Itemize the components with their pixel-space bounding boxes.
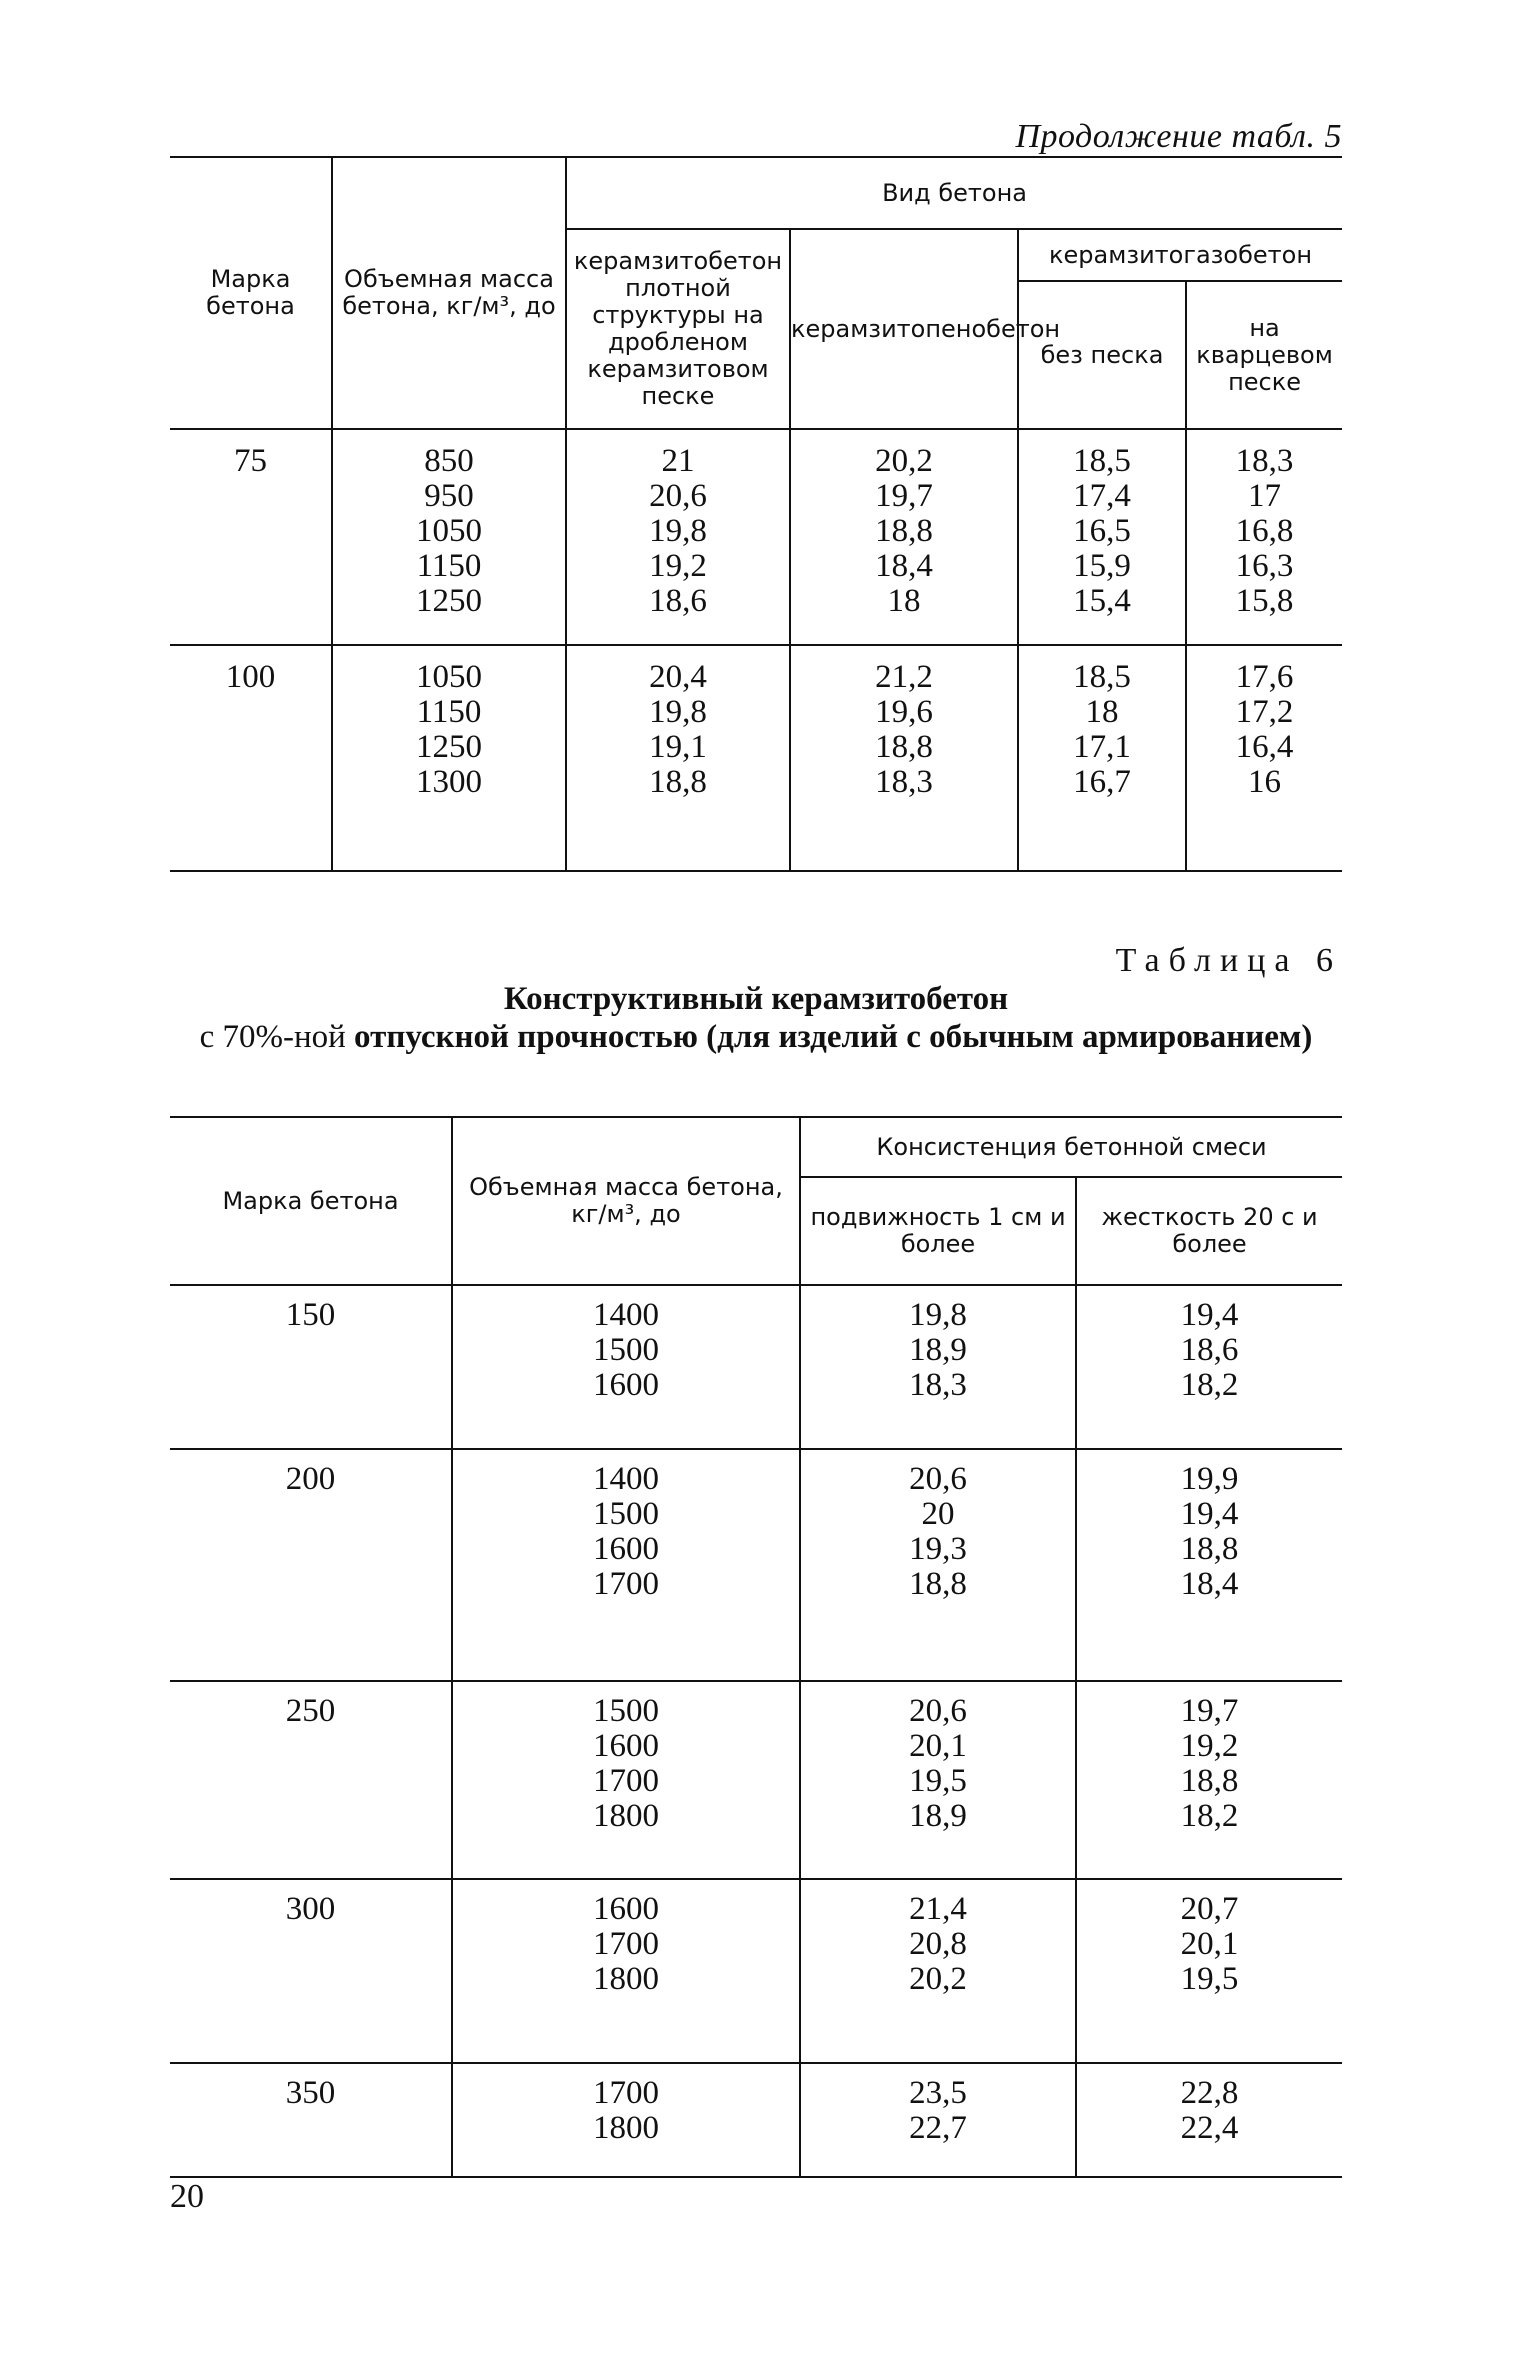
cell-c2: 22,8 22,4: [1076, 2063, 1342, 2177]
table-row: [170, 1285, 1342, 1449]
cell-c2: 21,2 19,6 18,8 18,3: [790, 645, 1018, 871]
cell-mass: 850 950 1050 1150 1250: [332, 429, 566, 645]
header-stiffness: жесткость 20 с и более: [1076, 1177, 1342, 1285]
header-foam-keramzit: керамзитопенобетон: [790, 229, 1018, 429]
title-percent-prefix: с 70%-ной: [199, 1019, 346, 1055]
table-row: [170, 645, 1342, 871]
table-row: [170, 429, 1342, 645]
cell-mark: 200: [170, 1449, 452, 1681]
cell-c1: 19,8 18,9 18,3: [800, 1285, 1076, 1449]
header-mass: Объемная масса бетона, кг/м³, до: [332, 157, 566, 429]
cell-c3: 18,5 18 17,1 16,7: [1018, 645, 1186, 871]
cell-mass: 1500 1600 1700 1800: [452, 1681, 800, 1879]
cell-c1: 21 20,6 19,8 19,2 18,6: [566, 429, 790, 645]
header-mass: Объемная масса бетона, кг/м³, до: [452, 1117, 800, 1285]
cell-c4: 17,6 17,2 16,4 16: [1186, 645, 1342, 871]
header-mark: Марка бетона: [170, 1117, 452, 1285]
cell-mass: 1400 1500 1600 1700: [452, 1449, 800, 1681]
header-mobility: подвижность 1 см и более: [800, 1177, 1076, 1285]
table-number: Таблица 6: [1115, 942, 1342, 979]
table-row: [170, 2063, 1342, 2177]
cell-c2: 19,4 18,6 18,2: [1076, 1285, 1342, 1449]
header-gas-keramzit: керамзитогазобетон: [1018, 229, 1342, 281]
table-row: [170, 1681, 1342, 1879]
cell-mass: 1400 1500 1600: [452, 1285, 800, 1449]
cell-mark: 350: [170, 2063, 452, 2177]
header-quartz-sand: на кварцевом песке: [1186, 281, 1342, 429]
table-6: [170, 1116, 1342, 2178]
table-row: [170, 1879, 1342, 2063]
table-continuation-label: Продолжение табл. 5: [1015, 118, 1342, 155]
cell-c1: 20,6 20,1 19,5 18,9: [800, 1681, 1076, 1879]
header-dense-keramzit: керамзитобетон плотной структуры на дробленом керамзитовом песке: [566, 229, 790, 429]
title-rest: отпускной прочностью (для изделий с обычным армированием): [354, 1019, 1313, 1055]
cell-mark: 150: [170, 1285, 452, 1449]
table-row: [170, 1449, 1342, 1681]
cell-c1: 21,4 20,8 20,2: [800, 1879, 1076, 2063]
header-mark: Марка бетона: [170, 157, 332, 429]
table-title-line2: [170, 1018, 1342, 1056]
cell-c1: 20,6 20 19,3 18,8: [800, 1449, 1076, 1681]
cell-c2: 19,9 19,4 18,8 18,4: [1076, 1449, 1342, 1681]
header-consistency: Консистенция бетонной смеси: [800, 1117, 1342, 1177]
cell-c2: 20,2 19,7 18,8 18,4 18: [790, 429, 1018, 645]
cell-mass: 1700 1800: [452, 2063, 800, 2177]
cell-mark: 75: [170, 429, 332, 645]
table-5: [170, 156, 1342, 872]
cell-c2: 19,7 19,2 18,8 18,2: [1076, 1681, 1342, 1879]
header-no-sand: без песка: [1018, 281, 1186, 429]
cell-mark: 300: [170, 1879, 452, 2063]
cell-c4: 18,3 17 16,8 16,3 15,8: [1186, 429, 1342, 645]
table-6-body: [170, 1285, 1342, 2177]
cell-c2: 20,7 20,1 19,5: [1076, 1879, 1342, 2063]
cell-mark: 250: [170, 1681, 452, 1879]
cell-mass: 1050 1150 1250 1300: [332, 645, 566, 871]
cell-mark: 100: [225, 659, 276, 695]
header-concrete-type: Вид бетона: [566, 157, 1342, 229]
table-5-body: [170, 429, 1342, 871]
cell-c1: 23,5 22,7: [800, 2063, 1076, 2177]
cell-c1: 20,4 19,8 19,1 18,8: [566, 645, 790, 871]
table-title: [170, 980, 1342, 1056]
cell-c3: 18,5 17,4 16,5 15,9 15,4: [1018, 429, 1186, 645]
table-title-line1: Конструктивный керамзитобетон: [503, 981, 1009, 1017]
cell-mass: 1600 1700 1800: [452, 1879, 800, 2063]
page-number: 20: [170, 2178, 204, 2215]
